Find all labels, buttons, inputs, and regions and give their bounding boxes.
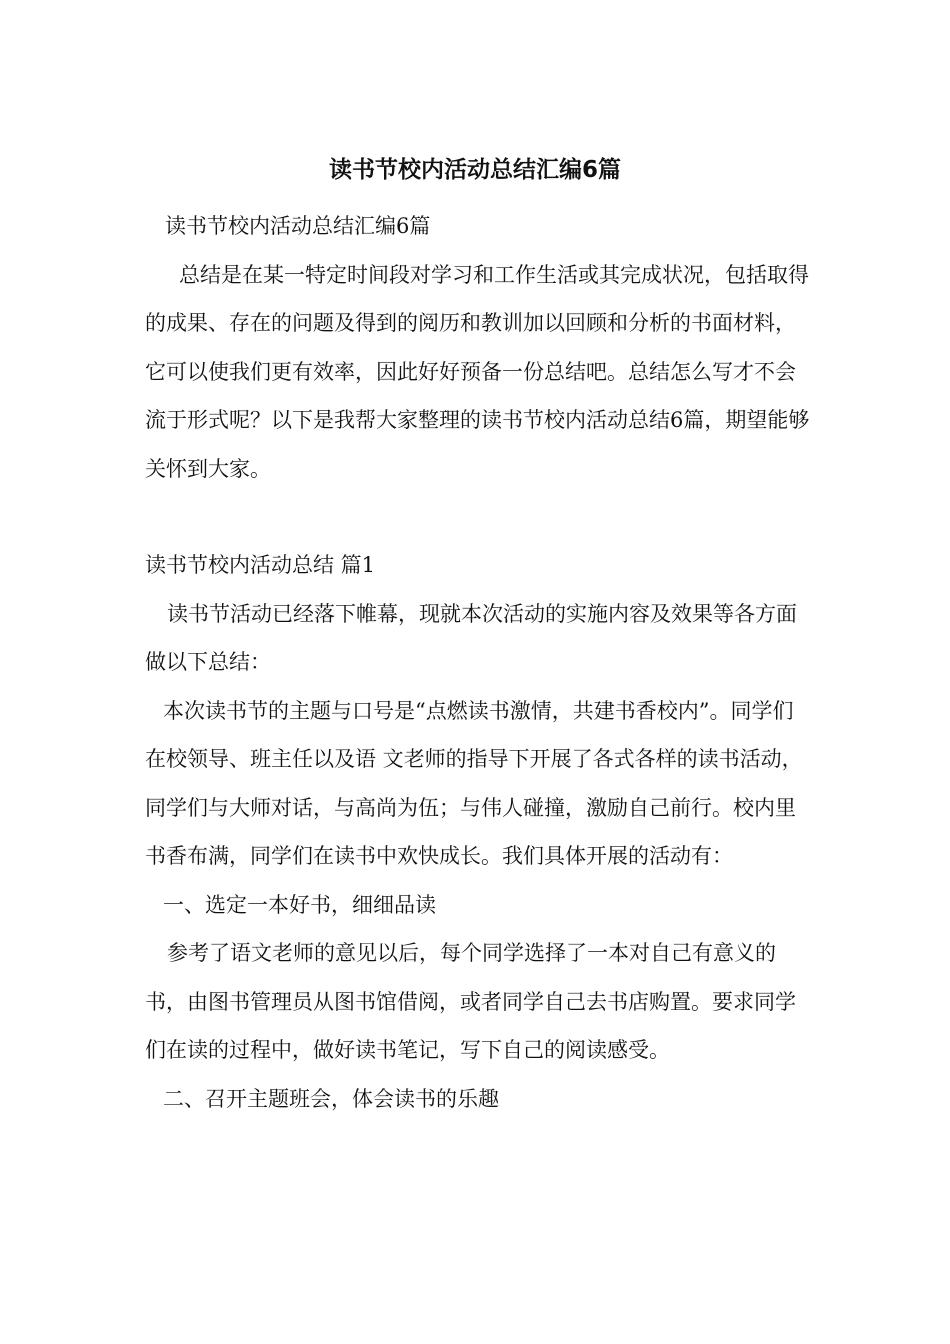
intro-paragraph: 总结是在某一特定时间段对学习和工作生活或其完成状况，包括取得的成果、存在的问题及得到的阅历和教训加以回顾和分析的书面材料，它可以使我们更有效率，因此好好预备一份总结吧。总结怎么写才不会流于形式呢？以下是我帮大家整理的读书节校内活动总结6篇，期望能够关怀到大家。 [145, 262, 810, 481]
body-paragraph: 本次读书节的主题与口号是“点燃读书激情，共建书香校内”。同学们在校领导、班主任以及语 文老师的指导下开展了各式各样的读书活动，同学们与大师对话，与高尚为伍；与伟人碰撞，激励自己前行。校内里书香布满，同学们在读书中欢快成长。我们具体开展的活动有： [145, 698, 803, 868]
document-title: 读书节校内活动总结汇编6篇 [328, 157, 621, 183]
document-body [145, 202, 810, 1123]
body-paragraph: 参考了语文老师的意见以后，每个同学选择了一本对自己有意义的书，由图书管理员从图书馆借阅，或者同学自己去书店购置。要求同学们在读的过程中，做好读书笔记，写下自己的阅读感受。 [145, 941, 796, 1062]
document-subtitle: 读书节校内活动总结汇编6篇 [165, 214, 431, 238]
paragraph-gap [145, 493, 810, 541]
section-title: 读书节校内活动总结 篇1 [145, 553, 376, 577]
list-heading: 二、召开主题班会，体会读书的乐趣 [163, 1086, 499, 1111]
list-heading: 一、选定一本好书，细细品读 [163, 892, 436, 917]
body-paragraph: 读书节活动已经落下帷幕，现就本次活动的实施内容及效果等各方面做以下总结： [145, 601, 797, 674]
